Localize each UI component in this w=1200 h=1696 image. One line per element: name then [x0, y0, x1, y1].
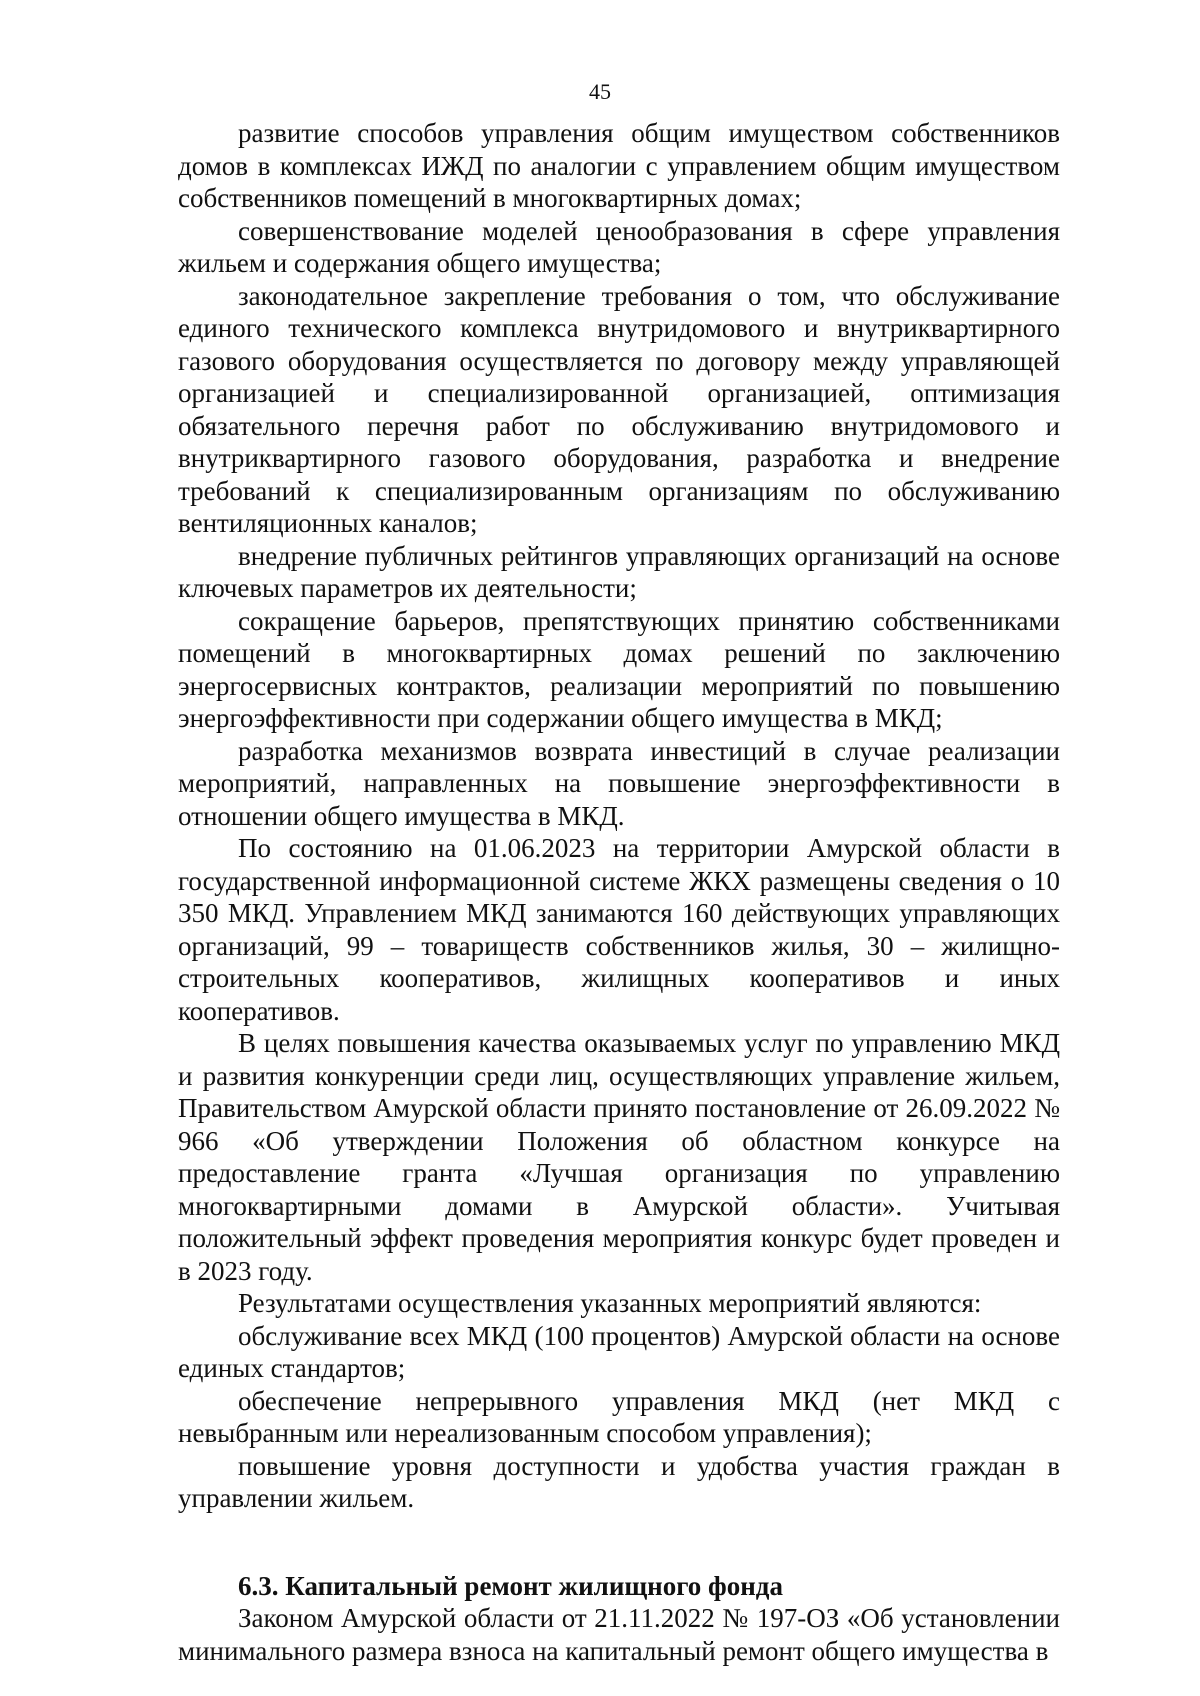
paragraph-gas-equipment: законодательное закрепление требования о том, что обслуживание единого технического комплекса внутридомового и внутриквартирного газового оборудования осуществляется по договору между управляющей организацией и специализированной организацией, оптимизация обязательного перечня работ по обслуживанию внутридомового и внутриквартирного газового оборудования, разработка и внедрение требований к специализированным организациям по обслуживанию вентиляционных каналов;	[178, 280, 1060, 538]
page-number: 45	[589, 79, 611, 104]
paragraph-housing-statistics: По состоянию на 01.06.2023 на территории Амурской области в государственной информационной системе ЖКХ размещены сведения о 10 350 МКД. Управлением МКД занимаются 160 действующих управляющих организаций, 99 – товариществ собственников жилья, 30 – жилищно-строительных кооперативов, жилищных кооперативов и иных кооперативов.	[178, 833, 1060, 1026]
paragraph-energy-contracts: сокращение барьеров, препятствующих принятию собственниками помещений в многоквартирных домах решений по заключению энергосервисных контрактов, реализации мероприятий по повышению энергоэффективности при содержании общего имущества в МКД;	[178, 605, 1060, 733]
paragraph-investment-return: разработка механизмов возврата инвестиций в случае реализации мероприятий, направленных на повышение энергоэффективности в отношении общего имущества в МКД.	[178, 735, 1060, 831]
paragraph-pricing-models: совершенствование моделей ценообразования в сфере управления жильем и содержания общего имущества;	[178, 215, 1060, 278]
paragraph-ownership-management: развитие способов управления общим имуществом собственников домов в комплексах ИЖД по аналогии с управлением общим имуществом собственников помещений в многоквартирных домах;	[178, 118, 1060, 213]
paragraph-public-ratings: внедрение публичных рейтингов управляющих организаций на основе ключевых параметров их деятельности;	[178, 540, 1060, 603]
section-paragraph: Законом Амурской области от 21.11.2022 № 197-ОЗ «Об установлении минимального размера взноса на капитальный ремонт общего имущества в	[178, 1603, 1060, 1666]
document-body	[178, 117, 1060, 1667]
paragraph-result-accessibility: повышение уровня доступности и удобства участия граждан в управлении жильем.	[178, 1450, 1060, 1513]
paragraph-contest-resolution: В целях повышения качества оказываемых услуг по управлению МКД и развития конкуренции среди лиц, осуществляющих управление жильем, Правительством Амурской области принято постановление от 26.09.2022 № 966 «Об утверждении Положения об областном конкурсе на предоставление гранта «Лучшая организация по управлению многоквартирными домами в Амурской области». Учитывая положительный эффект проведения мероприятия конкурс будет проведен и в 2023 году.	[178, 1028, 1060, 1286]
section-heading: 6.3. Капитальный ремонт жилищного фонда	[238, 1570, 783, 1601]
paragraph-results-intro: Результатами осуществления указанных мероприятий являются:	[238, 1288, 982, 1318]
paragraph-result-standards: обслуживание всех МКД (100 процентов) Амурской области на основе единых стандартов;	[178, 1320, 1060, 1383]
paragraph-result-continuous-management: обеспечение непрерывного управления МКД (нет МКД с невыбранным или нереализованным способом управления);	[178, 1385, 1060, 1448]
